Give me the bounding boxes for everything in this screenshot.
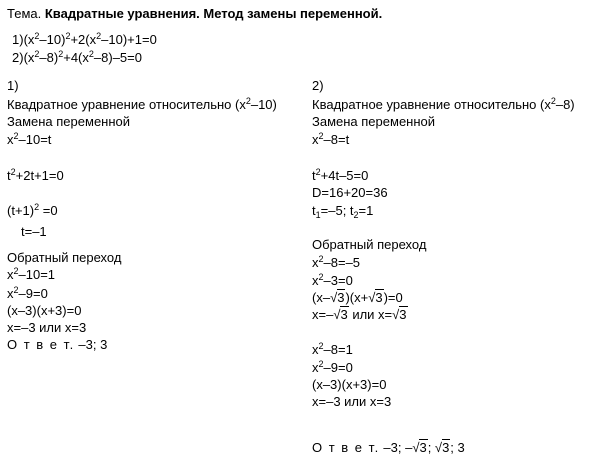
solution-1-quadratic: $t^2+2t+1=0$: [7, 167, 64, 183]
title-text: Квадратные уравнения. Метод замены переменной.: [44, 6, 383, 21]
solution-1-relative: Квадратное уравнение относительно $(x^2-10)$: [7, 96, 277, 112]
task-2-equation: $2)(x^2-8)^2+4(x^2-8)-5=0$: [12, 49, 142, 65]
solution-1-back-2: $x^2-9=0$: [7, 285, 48, 301]
solution-1-number: 1): [7, 78, 19, 93]
solution-2-case2-roots: x=–3 или x=3: [312, 394, 392, 409]
solution-2-relative: Квадратное уравнение относительно $(x^2-8)$: [312, 96, 575, 112]
solution-1-substitution: $x^2-10=t$: [7, 131, 52, 147]
solution-2-case2-factor: (x–3)(x+3)=0: [312, 377, 387, 392]
solution-1-square: $(t+1)^2 =0$: [7, 202, 58, 218]
solution-2-case2-2: $x^2-9=0$: [312, 359, 353, 375]
sqrt-sign: √3: [368, 290, 383, 305]
solution-2-number: 2): [312, 78, 324, 93]
solution-1-roots: x=–3 или x=3: [7, 320, 87, 335]
sqrt-sign: √3: [392, 307, 407, 322]
solution-1-factor: (x–3)(x+3)=0: [7, 303, 82, 318]
solution-2-substitution: $x^2-8=t$: [312, 131, 350, 147]
solution-1-back-label: Обратный переход: [7, 250, 122, 265]
solution-2-back-1: $x^2-8=-5$: [312, 254, 361, 270]
title-prefix: Тема.: [7, 6, 42, 21]
solution-2-back-label: Обратный переход: [312, 237, 427, 252]
sqrt-sign: √3: [412, 440, 427, 455]
solution-2-case2-1: $x^2-8=1$: [312, 341, 353, 357]
solution-1-root: t=–1: [21, 224, 47, 239]
solution-2-answer: О т в е т. –3; –√3; √3; 3: [312, 440, 465, 455]
solution-2-back-factor: (x–√3)(x+√3)=0: [312, 290, 403, 305]
solution-2-quadratic: $t^2+4t-5=0$: [312, 167, 369, 183]
solution-2-t-roots: $t_1=-5$; $t_2=1$: [312, 203, 374, 220]
task-1-equation: $1)(x^2-10)^2+2(x^2-10)+1=0$: [12, 31, 157, 47]
page-title: [7, 6, 382, 21]
solution-2-back-2: $x^2-3=0$: [312, 272, 353, 288]
sqrt-sign: √3: [330, 290, 345, 305]
solution-2-substitution-label: Замена переменной: [312, 114, 436, 129]
solution-2-discriminant: D=16+20=36: [312, 185, 388, 200]
sqrt-sign: √3: [333, 307, 348, 322]
solution-1-answer: О т в е т. –3; 3: [7, 337, 108, 352]
solution-1-back-1: $x^2-10=1$: [7, 266, 56, 282]
solution-2-back-roots: x=–√3 или x=√3: [312, 307, 407, 322]
sqrt-sign: √3: [434, 440, 450, 455]
solution-1-substitution-label: Замена переменной: [7, 114, 131, 129]
